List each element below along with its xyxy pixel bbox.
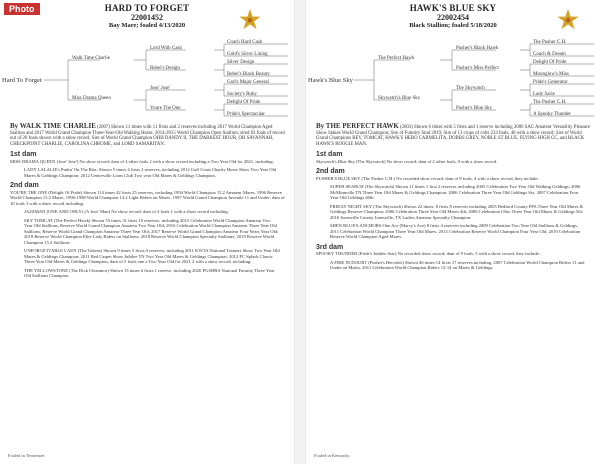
ped-dam-sire: Jose' Jose' (150, 86, 171, 91)
right-registration-number: 22002454 (437, 13, 469, 22)
ped-sire-sire: Lord With Cash (150, 46, 182, 51)
right-description: Black Stallion; foaled 5/18/2020 (409, 22, 497, 29)
second-dam-offspring: THE YELLOWSTONE (The Dick Clearance) Shown 13 times 6 firsts 1 reserve, including 2020 PGSHBA National Futurity Three Year Old Stallions Champion. (24, 267, 275, 278)
star-icon (556, 8, 580, 32)
left-page (0, 0, 294, 464)
left-registration-number: 22001452 (131, 13, 163, 22)
ped-dam-dam: Pusher's Blue Sky (456, 106, 493, 111)
second-dam-text: PUSHER'S BLUE SKY (The Pusher C.H.) No recorded show record; dam of 9 foals, 4 with a show record, they include: (316, 175, 539, 181)
ped-subject: Hawk's Blue Sky (308, 77, 353, 84)
left-body (10, 124, 286, 282)
ped-sdd: Rebel's Black Beauty (227, 72, 270, 77)
third-dam-heading: 3rd dam (316, 243, 344, 251)
second-dam-heading: 2nd dam (10, 182, 39, 189)
second-dam-text: YOU'RE THE ONE (Delight Of Pride) Shown 114 times 42 firsts 25 reserves, including 1994 World Champion 15.2 Amateur Mares, 1996 Reserve World Champion 15.2 Mares, 1996-1998 World Champion 14.2 Light Riders on Mares, 1997 World Grand Champion Juvenile 11 and Under; dam of 10 foals 3 with a show record including: (10, 189, 285, 206)
ped-dsd: Lady Sarie (533, 92, 555, 97)
second-dam-offspring: SKY TOMCAT (The Perfect Hawk) Shown 53 times 31 firsts 10 reserves, including 2015 Celebration World Champion Amateur Two Year Old Stallions, Reserve World Grand Champion Amateur Two Year Old; 2016 Celebration World Champion Amateur Three Year Old Stallions, Reserve World Grand Champion Amateur Three Year Old; 2017 Reserve World Grand Champion Amateur Four Years Year Old; 2018 Reserve World Champion Elite Lady Riders on Stallions; 2018 Reserve World Champion Specialty Stallions; 2019 Reserve World Champion 15.2 Stallions. (24, 217, 279, 245)
second-dam-offspring: SHEN BLUE'S ANCHORS One Ace (Marcy's Ace) 8 firsts 4 reserves including 2009 Celebration Two Year Old Stallions & Geldings, 2011 Celebration World Champion Three Year Old Mares, 2013 Celebration Reserve World Champion Four Year Old, 2019 Celebration Reserve World Champion Aged Mares. (330, 223, 581, 239)
first-dam-heading: 1st dam (316, 151, 343, 158)
star-icon (238, 8, 262, 32)
ped-dam: Skywatch's Blue Sky (378, 96, 421, 101)
sire-lead: By THE PERFECT HAWK (316, 122, 399, 130)
first-dam-heading: 1st dam (10, 151, 37, 158)
ped-ddd: A Spooky Thunder (533, 112, 571, 117)
ped-dam-sire: The Skywatch (456, 86, 485, 91)
left-horse-name: HARD TO FORGET (104, 3, 190, 13)
ped-sire-sire: Pusher's Black Hawk (456, 46, 499, 51)
right-pedigree (306, 38, 600, 118)
ped-ddd: Pride's Spectacular (227, 112, 265, 117)
left-pedigree (0, 38, 294, 118)
sire-details: (2007) Shown 11 times with 11 firsts and 2 reserves including 2017 World Champion Aged Stallion and 2017 World Grand Champion Three-Year-Old Walking Horse, 2014-2015 World Champion Open Stallion; sired 83 foals of record out of 26 foals shown with a show record. Sire of World Grand Champion OHH DANDY II, THE DARKEST HOUR, OH SAVANNAH, CHECKPOINT CHARLIE, CAROLINA CHROME, and LORD SAMARITAN. (10, 125, 285, 147)
third-dam-text: SPOOKY THUNDER (Pride's Jubilee Star) No recorded show record; dam of 9 foals, 5 with a show record, they include: (316, 251, 540, 256)
right-body (316, 124, 592, 274)
ped-sss: The Pusher C.H. (533, 40, 567, 45)
second-dam-heading: 2nd dam (316, 168, 345, 175)
sire-intro (10, 124, 286, 147)
ped-sire: The Perfect Hawk (378, 56, 415, 61)
second-dam-offspring: JAZZMAN (ONE AND ONLY) (A Jose' Man) No show record; dam of 4 foals 1 with a show record including: (24, 209, 229, 214)
ped-sire-dam: Rebel's Design (150, 66, 180, 71)
ped-sdd: Moonglow's Miss (533, 72, 569, 77)
right-page (306, 0, 600, 464)
ped-dds: The Pusher C.H. (533, 100, 567, 105)
sire-lead: By WALK TIME CHARLIE (10, 122, 96, 130)
ped-sds: Delight Of Pride (533, 60, 567, 65)
ped-dam: Miss Drama Queen (72, 96, 111, 101)
left-description: Bay Mare; foaled 4/13/2020 (108, 22, 186, 29)
ped-sss: Coach Hard Cash (227, 40, 263, 45)
ped-sire: Walk Time Charlie (72, 56, 110, 61)
right-footer: Foaled in Kentucky. (314, 453, 351, 458)
ped-ssd: Gold's Silver Lining (227, 52, 268, 57)
third-dam-offspring: A FIRE IN DOUBT (Pusher's Hercules) Shown 46 times 14 firsts 17 reserves including, 2007 Celebration World Champion Riders 11 and Under on Mares, 2011 Celebration World Champion Riders 12-14 on Mares & Geldings. (330, 259, 585, 270)
ped-dss: God's Major General (227, 80, 269, 85)
photo-badge: Photo (4, 3, 40, 15)
ped-dam-dam: Youre The One (150, 106, 181, 111)
ped-sire-dam: Pusher's Miss Perfect (456, 66, 499, 71)
ped-dds: Delight Of Pride (227, 100, 261, 105)
sire-intro (316, 124, 592, 147)
ped-ssd: Coach & Dream (533, 52, 566, 57)
sire-details: (2003) Shown 6 times with 5 firsts and 1 reserve including 2006 SAC Amateur Versatility Pleasure Show Stakes World Grand Champion; Sire of Futurity Stud 2019; Sire of 13 crops of colts 233 foals, 48 with a show record; Sire of World Grand Champions BEV, TOMCAT, HAWK'S HERO CARMELITA, DOBBS GREY, NOBLE ST BLUE, FLYING HIGH CC, and BLACK HAWK'S BOOGIE MAN. (316, 125, 591, 147)
second-dam-offspring: FRIDAY NIGHT SKY (The Skywatch) Shown 22 times, 8 firsts 8 reserves including 2005 Bedford County PPA Three Year Old Mares & Geldings Reserve Champion; 2006 Celebration Three Year Old Mares 4th; 2006 Celebration Ohio Three Year Old Mares & Geldings 5th; 2016 Jonesville County Jonesville, TX Ladies Amateur Specialty Champion. (330, 203, 584, 220)
first-dam-text: MISS DRAMA QUEEN (Jose' Jose') No show record; dam of 4 other foals 2 with a show record including a Two Year Old for 2021, including: (10, 158, 274, 164)
right-horse-name: HAWK'S BLUE SKY (409, 3, 497, 13)
first-dam-offspring: LADY LALALIE's Puttin' On The Ritz: Shown 5 times 4 firsts 2 reserves, including 2012 Gulf Coast Charity Horse Show Two Year Old Mares & Geldings Champion; 2012 Centerville Lions Club Two year Old Mares & Geldings Champion. (24, 167, 277, 178)
ped-dss: Pride's Generator (533, 80, 568, 85)
ped-dsd: Society's Ruby (227, 92, 257, 97)
first-dam-text: Skywatch's Blue Sky (The Skywatch) No show record; dam of 2 other foals, 0 with a show record. (316, 158, 498, 164)
ped-subject: Hard To Forget (2, 77, 42, 84)
second-dam-offspring: UNFORGETTABLE LADY (The Tokens) Shown 9 times 5 firsts 0 reserves, including 2011 KWTA National Trainers Show Two Year Old Mares & Geldings Champion; 2011 Red Carpet Show Jubilee TN Two Year Old Mares & Geldings Champion; 2012 PC Splash Classic Three Year Old Mares & Geldings Champion; dam of 5 foals one a Two Year Old for 2021 2 with a show record, including: (24, 248, 280, 264)
pedigree-lines (0, 38, 294, 118)
ped-sds: Silver Design (227, 60, 255, 65)
left-footer: Foaled in Tennessee. (8, 453, 46, 458)
second-dam-offspring: SUPER SEARCH (The Skywatch) Shown 11 times 1 first 2 reserves including 2005 Celebration Two Year Old Walking Geldings; 2006 McMinnville TN Three Year Old Mares & Geldings Champion, 2006 Celebration Three Year Old Geldings Six, 2007 Celebration Four Year Old Geldings 40th. (330, 184, 581, 200)
